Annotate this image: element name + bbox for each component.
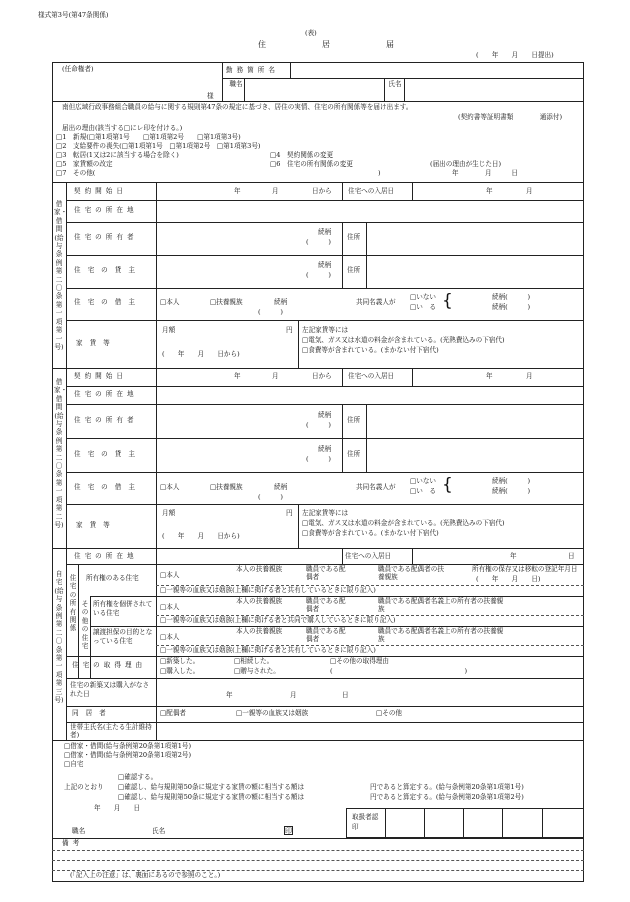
s2-yen: 円 xyxy=(286,509,293,517)
s3-acq-buy[interactable]: □購入した。 xyxy=(160,667,200,675)
s2-contract-start-label: 契約開始日 xyxy=(74,372,127,380)
statement-text: 南但広域行政事務組合職員の給与に関する規則第47条の規定に基づき、居住の実情、住宅の所有関係等を届け出ます。 xyxy=(62,103,413,111)
s1-rent-label: 家賃等 xyxy=(76,339,117,347)
s3-joto-haigu[interactable]: 職員である配偶者 xyxy=(306,627,346,643)
s1-location-label: 住宅の所在地 xyxy=(74,206,138,214)
s2-monthly: 月額 xyxy=(162,509,176,517)
s1-tenant-honnin[interactable]: □本人 xyxy=(160,298,180,306)
s3-owned-honnin[interactable]: □本人 xyxy=(160,571,180,579)
s1-lessor-label: 住宅の貸主 xyxy=(74,266,142,274)
occurrence-date: 年 月 日 xyxy=(452,169,518,177)
s2-move-in-label: 住宅への入居日 xyxy=(348,372,395,380)
s1-tenant-paren: ( ) xyxy=(258,308,283,316)
s1-owner-zoku: 続柄 xyxy=(318,228,332,236)
calc-result-1: 円であると算定する。(給与条例第20条第1項第1号) xyxy=(370,783,524,791)
s3-acq-paren: ( ) xyxy=(330,667,468,675)
handler-label: 取扱者認 印 xyxy=(352,813,385,831)
s3-joto-honnin[interactable]: □本人 xyxy=(160,633,180,641)
reason-5[interactable]: □5 家賃額の改定 xyxy=(56,160,113,168)
confirm-calc-2[interactable]: □確認し、給与規則第50条に規定する家賃の額に相当する額は xyxy=(118,793,305,801)
s3-registration-date-value: ( 年 月 日) xyxy=(476,575,541,583)
s2-lessor-paren: ( ) xyxy=(306,455,331,463)
front-side-label: (表) xyxy=(305,29,317,37)
s1-move-in-label: 住宅への入居日 xyxy=(348,187,395,195)
s2-joint-zoku1: 続柄( ) xyxy=(492,477,531,485)
s1-yen: 円 xyxy=(286,326,293,334)
s2-move-year: 年 xyxy=(486,372,493,380)
s3-joto-hon-fuyo[interactable]: 本人の扶養親族 xyxy=(236,627,283,635)
s1-meal-check[interactable]: □食費等が含まれている。(まかない付下宿代) xyxy=(302,346,439,354)
s2-tenant-honnin[interactable]: □本人 xyxy=(160,483,180,491)
s1-includes: 左記家賃等には xyxy=(302,326,349,334)
s3-registration-date-label: 所有権の保存又は移転の登記年月日 xyxy=(472,565,578,573)
workplace-label: 勤務箇所名 xyxy=(226,66,279,74)
seal-icon: 印 xyxy=(285,827,292,835)
s1-joint-inai[interactable]: □いない xyxy=(410,293,437,301)
section3-side-label: 自宅(給与条例第二〇条第一項第三号) xyxy=(54,570,64,705)
s2-move-month: 月 xyxy=(526,372,533,380)
section2-side-label: 借家・借間(給与条例第二〇条第一項第二号) xyxy=(54,378,68,529)
s1-lessor-address: 住所 xyxy=(347,266,361,274)
s2-month: 月 xyxy=(272,372,279,380)
s1-owner-address: 住所 xyxy=(347,233,361,241)
s3-shared-honnin[interactable]: □本人 xyxy=(160,603,180,611)
form-number: 様式第3号(第47条関係) xyxy=(38,11,109,19)
s2-brace-icon: { xyxy=(442,475,453,495)
s1-year: 年 xyxy=(234,187,241,195)
s2-joint-label: 共同名義人が xyxy=(356,483,396,491)
s3-owned-ikketsu[interactable]: □一親等の血族又は姻族(上欄に掲げる者と共有しているときに限り記入) xyxy=(160,586,376,594)
s3-joto-ikketsu[interactable]: □一親等の血族又は姻族(上欄に掲げる者と共有しているときに限り記入) xyxy=(160,646,376,654)
s1-owner-label: 住宅の所有者 xyxy=(74,233,138,241)
s3-shared-ikketsu[interactable]: □一親等の血族又は姻族(上欄に掲げる者と共同で購入しているときに限り記入) xyxy=(160,616,396,624)
bottom-option-1[interactable]: □借家・借間(給与条例第20条第1項第1号) xyxy=(64,742,192,750)
contract-docs-note: (契約書等証明書類 通添付) xyxy=(458,113,563,121)
s3-joto-haigu-name[interactable]: 職員である配偶者名義上の所有者の扶養親族 xyxy=(378,627,504,643)
s2-lessor-zoku: 続柄 xyxy=(318,445,332,453)
reason-7[interactable]: □7 その他( xyxy=(56,169,96,177)
s2-tenant-label: 住宅の借主 xyxy=(74,483,142,491)
s3-newbuy-year: 年 xyxy=(226,691,233,699)
s1-brace-icon: { xyxy=(442,291,453,311)
s2-owner-zoku: 続柄 xyxy=(318,411,332,419)
appointer-label: (任命権者) xyxy=(62,65,94,73)
sama-label: 様 xyxy=(207,92,214,100)
calc-result-2: 円であると算定する。(給与条例第20条第1項第2号) xyxy=(370,793,524,801)
occurrence-label: (届出の理由が生じた日) xyxy=(430,160,502,168)
s1-joint-zoku1: 続柄( ) xyxy=(492,293,531,301)
remarks-label: 備考 xyxy=(62,839,84,847)
s1-tenant-fuyo[interactable]: □扶養親族 xyxy=(210,298,243,306)
s3-acq-gift[interactable]: □贈与された。 xyxy=(234,667,280,675)
s3-other-house-label: その他の住宅 xyxy=(81,600,89,651)
s3-acq-other[interactable]: □その他の取得理由 xyxy=(330,657,389,665)
reason-4[interactable]: □4 契約関係の変更 xyxy=(270,151,334,159)
s2-tenant-paren: ( ) xyxy=(258,493,283,501)
s2-owner-paren: ( ) xyxy=(306,421,331,429)
s3-acq-inherit[interactable]: □相続した。 xyxy=(234,657,274,665)
s1-joint-iru[interactable]: □い る xyxy=(410,303,437,311)
s1-from: 日から xyxy=(312,187,332,195)
reason-7-close: ) xyxy=(378,169,381,177)
s2-year: 年 xyxy=(234,372,241,380)
bottom-option-2[interactable]: □借家・借間(給与条例第20条第1項第2号) xyxy=(64,751,192,759)
s2-owner-address: 住所 xyxy=(347,416,361,424)
s3-newbuy-month: 月 xyxy=(290,691,297,699)
s2-rent-label: 家賃等 xyxy=(76,521,117,529)
confirm-calc-1[interactable]: □確認し、給与規則第50条に規定する家賃の額に相当する額は xyxy=(118,783,305,791)
cohabitant-other[interactable]: □その他 xyxy=(376,709,403,717)
cohabitant-spouse[interactable]: □配偶者 xyxy=(160,709,187,717)
s1-tenant-label: 住宅の借主 xyxy=(74,298,142,306)
s3-location-label: 住宅の所在地 xyxy=(74,552,138,560)
s3-shared-haigu-name[interactable]: 職員である配偶者名義上の所有者の扶養親族 xyxy=(378,597,504,613)
s2-meal-check[interactable]: □食費等が含まれている。(まかない付下宿代) xyxy=(302,529,439,537)
s3-owned-hon-fuyo[interactable]: 本人の扶養親族 xyxy=(236,565,283,573)
s2-owner-label: 住宅の所有者 xyxy=(74,416,138,424)
confirm-check[interactable]: □確認する。 xyxy=(118,773,158,781)
s3-newbuy-label: 住宅の新築又は購入がなされた日 xyxy=(70,681,150,698)
s1-contract-start-label: 契約開始日 xyxy=(74,187,127,195)
position-label: 職名 xyxy=(229,80,243,88)
reason-3[interactable]: □3 転居(1又は2に該当する場合を除く) xyxy=(56,151,179,159)
reason-6[interactable]: □6 住宅の所有関係の変更 xyxy=(270,160,353,168)
s3-move-year: 年 xyxy=(510,552,517,560)
s1-lessor-zoku: 続柄 xyxy=(318,261,332,269)
s3-owned-haigu[interactable]: 職員である配偶者 xyxy=(306,565,346,581)
s3-joto-label: 譲渡担保の目的となっている住宅 xyxy=(93,628,153,645)
s2-lessor-address: 住所 xyxy=(347,450,361,458)
instructions-note: (「記入上の注意」は、裏面にあるので参照のこと。) xyxy=(70,871,221,879)
s3-shared-hon-fuyo[interactable]: 本人の扶養親族 xyxy=(236,597,283,605)
s1-month: 月 xyxy=(272,187,279,195)
s1-rent-from: ( 年 月 日から) xyxy=(162,350,240,358)
s2-lessor-label: 住宅の貸主 xyxy=(74,450,142,458)
name-label: 氏名 xyxy=(388,80,402,88)
s3-acquisition-label: 住宅の取得理由 xyxy=(72,661,147,669)
s1-tenant-zoku: 続柄 xyxy=(274,298,288,306)
s2-from: 日から xyxy=(312,372,332,380)
s1-monthly: 月額 xyxy=(162,326,176,334)
s3-owned-haigu-fuyo[interactable]: 職員である配偶者の扶養親族 xyxy=(378,565,444,581)
page-title: 住 居 届 xyxy=(258,40,418,49)
s1-move-month: 月 xyxy=(526,187,533,195)
submission-date: ( 年 月 日提出) xyxy=(476,51,554,59)
s1-joint-label: 共同名義人が xyxy=(356,298,396,306)
s2-includes: 左記家賃等には xyxy=(302,509,349,517)
s1-lessor-paren: ( ) xyxy=(306,271,331,279)
s3-move-in-label: 住宅への入居日 xyxy=(345,552,392,560)
s3-newbuy-day: 日 xyxy=(342,691,349,699)
s1-owner-paren: ( ) xyxy=(306,238,331,246)
s2-joint-inai[interactable]: □いない xyxy=(410,477,437,485)
s2-joint-iru[interactable]: □い る xyxy=(410,487,437,495)
s2-location-label: 住宅の所在地 xyxy=(74,390,138,398)
certifier-position-label: 職名 xyxy=(72,827,86,835)
s3-acq-new[interactable]: □新築した。 xyxy=(160,657,200,665)
cohabitant-label: 同居者 xyxy=(72,709,113,717)
reason-1[interactable]: □1 新規(□第1項第1号 □第1項第2号 □第1項第3号) xyxy=(56,133,241,141)
s2-tenant-zoku: 続柄 xyxy=(274,483,288,491)
section1-side-label: 借家・借間(給与条例第二〇条第一項第一号) xyxy=(54,200,68,351)
reason-2[interactable]: □2 支給要件の喪失(□第1項第1号 □第1項第2号 □第1項第3号) xyxy=(56,142,261,150)
s3-shared-haigu[interactable]: 職員である配偶者 xyxy=(306,597,346,613)
cohabitant-relative[interactable]: □一親等の血族又は姻族 xyxy=(236,709,309,717)
s2-joint-zoku2: 続柄( ) xyxy=(492,487,531,495)
s3-owner-relation-label: 住宅の所有関係 xyxy=(69,574,77,633)
s3-shared-label: 所有権を個併されている住宅 xyxy=(93,600,153,617)
s3-owned-house-label: 所有権のある住宅 xyxy=(86,574,139,582)
s3-move-day: 日 xyxy=(568,552,575,560)
as-above-label: 上記のとおり xyxy=(64,783,104,791)
s1-util-check[interactable]: □電気、ガス又は水道の料金が含まれている。(光熱費込みの下宿代) xyxy=(302,336,505,344)
s2-util-check[interactable]: □電気、ガス又は水道の料金が含まれている。(光熱費込みの下宿代) xyxy=(302,519,505,527)
s2-rent-from: ( 年 月 日から) xyxy=(162,532,240,540)
household-head-label: 世帯主氏名(主たる生計維持者) xyxy=(70,723,152,739)
s2-tenant-fuyo[interactable]: □扶養親族 xyxy=(210,483,243,491)
s1-move-year: 年 xyxy=(486,187,493,195)
bottom-option-3[interactable]: □自宅 xyxy=(64,760,84,768)
certify-date: 年 月 日 xyxy=(94,804,141,812)
s1-joint-zoku2: 続柄( ) xyxy=(492,303,531,311)
certifier-name-label: 氏名 xyxy=(152,827,166,835)
reason-heading: 届出の理由(該当する□にレ印を付ける。) xyxy=(62,124,183,132)
